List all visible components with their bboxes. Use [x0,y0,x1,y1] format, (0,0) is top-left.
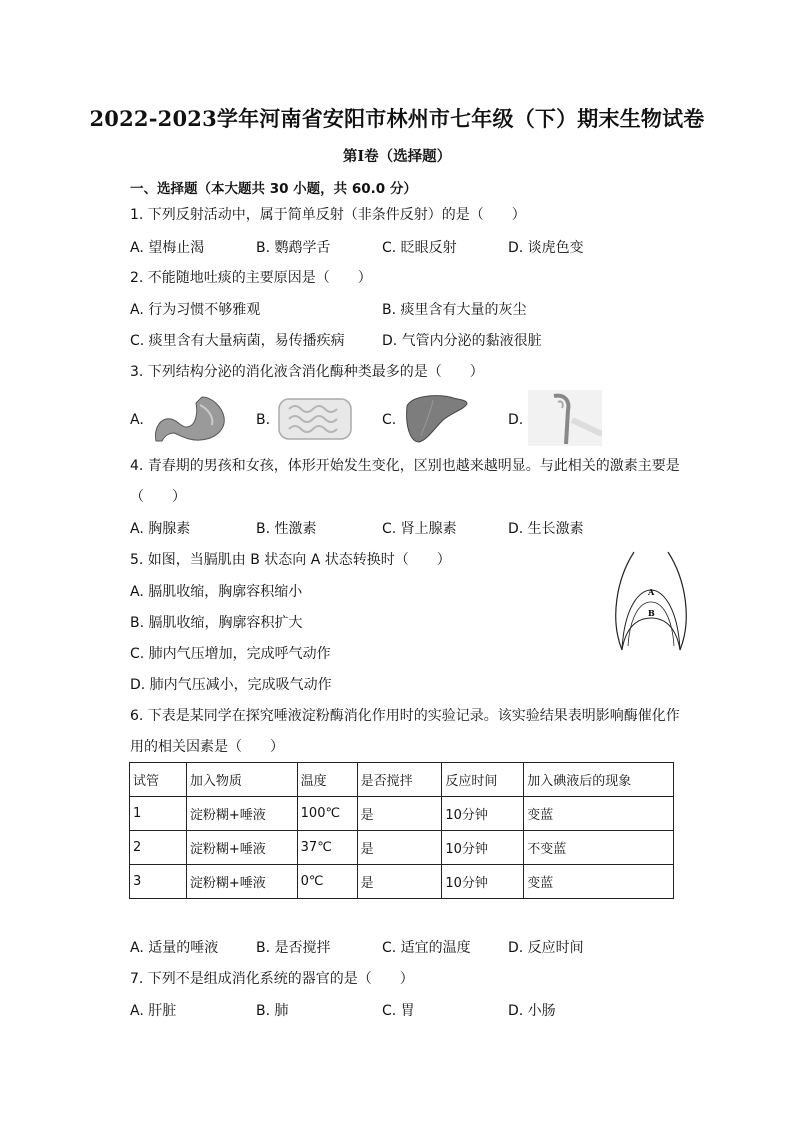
question-5-stem: 5. 如图，当膈肌由 B 状态向 A 状态转换时（ ） [130,552,451,568]
salivary-gland-icon [528,390,602,446]
table-row [130,831,674,865]
table-header-cell: 加入物质 [186,763,297,797]
table-cell: 淀粉糊+唾液 [186,831,297,865]
table-cell: 10分钟 [442,865,524,899]
table-cell: 37℃ [297,831,357,865]
question-4-stem-line-2: （ ） [130,489,186,505]
section-heading: 一、选择题（本大题共 30 小题，共 60.0 分） [130,181,417,197]
table-header-cell: 试管 [130,763,187,797]
subtitle: 第I卷（选择题） [342,148,452,165]
table-header-cell: 加入碘液后的现象 [524,763,674,797]
question-1-stem: 1. 下列反射活动中，属于简单反射（非条件反射）的是（ ） [130,207,526,223]
table-cell: 淀粉糊+唾液 [186,797,297,831]
table-cell: 不变蓝 [524,831,674,865]
question-6-option-c: C. 适宜的温度 [382,940,471,956]
question-5-option-c: C. 肺内气压增加，完成呼气动作 [130,646,331,662]
question-4-stem-line-1: 4. 青春期的男孩和女孩，体形开始发生变化，区别也越来越明显。与此相关的激素主要是 [130,458,680,474]
table-cell: 100℃ [297,797,357,831]
question-3-stem: 3. 下列结构分泌的消化液含消化酶种类最多的是（ ） [130,364,484,380]
question-1-option-a: A. 望梅止渴 [130,240,205,256]
table-cell: 0℃ [297,865,357,899]
table-cell: 10分钟 [442,831,524,865]
table-cell: 淀粉糊+唾液 [186,865,297,899]
figure-label-a: A [648,587,655,597]
question-7-stem: 7. 下列不是组成消化系统的器官的是（ ） [130,971,414,987]
table-cell: 10分钟 [442,797,524,831]
question-1-option-d: D. 谈虎色变 [508,240,584,256]
figure-label-b: B [648,608,655,618]
table-header-row [130,763,674,797]
table-cell: 1 [130,797,187,831]
question-5-option-b: B. 膈肌收缩，胸廓容积扩大 [130,615,303,631]
question-7-option-a: A. 肝脏 [130,1003,177,1019]
question-6-stem-line-2: 用的相关因素是（ ） [130,739,284,755]
question-6-option-b: B. 是否搅拌 [256,940,331,956]
question-4-option-c: C. 肾上腺素 [382,521,457,537]
table-cell: 变蓝 [524,865,674,899]
table-header-cell: 温度 [297,763,357,797]
table-cell: 3 [130,865,187,899]
page-title: 2022-2023学年河南省安阳市林州市七年级（下）期末生物试卷 [89,106,705,131]
question-2-option-c: C. 痰里含有大量病菌，易传播疾病 [130,333,345,349]
question-1-option-b: B. 鹦鹉学舌 [256,240,331,256]
table-row [130,865,674,899]
table-row [130,797,674,831]
question-3-option-b: B. [256,412,271,428]
question-7-option-b: B. 肺 [256,1003,289,1019]
question-4-option-d: D. 生长激素 [508,521,584,537]
question-3-option-a: A. [130,412,144,428]
table-cell: 是 [357,797,442,831]
experiment-table [129,762,674,899]
question-3-option-c: C. [382,412,397,428]
table-cell: 2 [130,831,187,865]
question-2-option-a: A. 行为习惯不够雅观 [130,302,261,318]
table-header-cell: 是否搅拌 [357,763,442,797]
question-4-option-b: B. 性激素 [256,521,317,537]
question-7-option-c: C. 胃 [382,1003,415,1019]
question-2-option-b: B. 痰里含有大量的灰尘 [382,302,527,318]
question-1-option-c: C. 眨眼反射 [382,240,457,256]
liver-icon [403,392,469,444]
diaphragm-diagram [608,550,694,654]
question-4-option-a: A. 胸腺素 [130,521,191,537]
question-5-option-a: A. 膈肌收缩，胸廓容积缩小 [130,584,303,600]
question-2-stem: 2. 不能随地吐痰的主要原因是（ ） [130,270,372,286]
stomach-icon [150,393,230,443]
intestine-icon [275,395,355,443]
question-5-option-d: D. 肺内气压减小，完成吸气动作 [130,677,332,693]
question-2-option-d: D. 气管内分泌的黏液很脏 [382,333,542,349]
question-6-option-a: A. 适量的唾液 [130,940,219,956]
question-3-option-d: D. [508,412,524,428]
table-cell: 是 [357,865,442,899]
table-cell: 是 [357,831,442,865]
table-cell: 变蓝 [524,797,674,831]
table-header-cell: 反应时间 [442,763,524,797]
question-6-option-d: D. 反应时间 [508,940,584,956]
question-6-stem-line-1: 6. 下表是某同学在探究唾液淀粉酶消化作用时的实验记录。该实验结果表明影响酶催化作 [130,708,680,724]
question-7-option-d: D. 小肠 [508,1003,556,1019]
